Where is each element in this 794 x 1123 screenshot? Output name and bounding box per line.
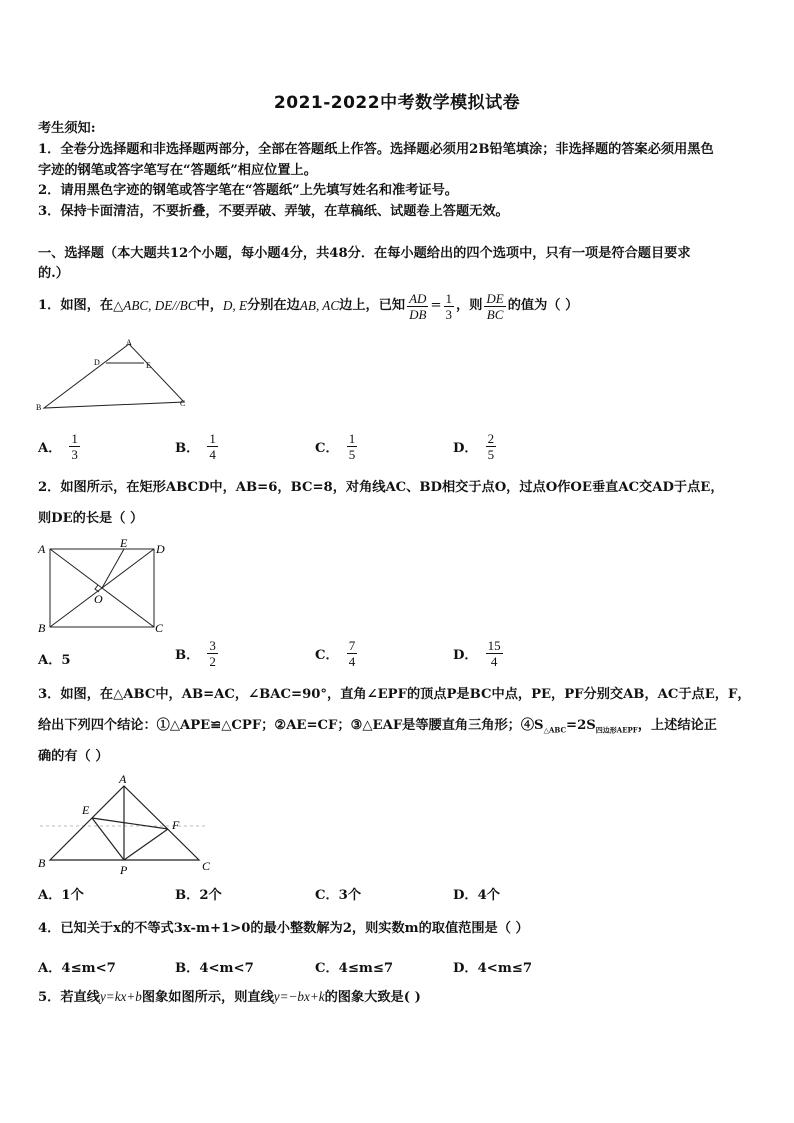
question-3-line3: 确的有（ ） <box>38 749 109 764</box>
q2-option-c[interactable]: C． $\frac{7}{4}$ <box>315 638 356 669</box>
q1-option-b[interactable]: B． $\frac{1}{4}$ <box>175 431 216 462</box>
q3-option-c[interactable]: C．3个 <box>315 888 362 903</box>
section-header-line2: 的.） <box>38 266 69 281</box>
q1-mid2: 分别在边 <box>247 298 300 313</box>
q1-post: 的值为（ ） <box>507 298 579 313</box>
notice-heading: 考生须知: <box>38 121 96 136</box>
q2-option-b[interactable]: B． $\frac{3}{2}$ <box>175 638 216 669</box>
question-4-stem: 4．已知关于x的不等式3x-m+1>0的最小整数解为2，则实数m的取值范围是（ ） <box>38 921 529 936</box>
notice-item-1a: 1．全卷分选择题和非选择题两部分，全部在答题纸上作答。选择题必须用2B铅笔填涂；非选择题的答案必须用黑色 <box>38 142 714 157</box>
q3-option-b[interactable]: B．2个 <box>175 888 222 903</box>
q1-label-e: E <box>146 361 151 370</box>
q1-equals: = <box>430 298 442 313</box>
question-3-line1: 3．如图，在△ABC中，AB=AC，∠BAC=90°，直角∠EPF的顶点P是BC中点，PE，PF分别交AB，AC于点E，F， <box>38 687 751 702</box>
q3-label-c: C <box>202 859 211 873</box>
q2-label-b: B <box>38 621 46 635</box>
q1-option-a[interactable]: A． $\frac{1}{3}$ <box>38 431 78 462</box>
q4-option-a[interactable]: A．4≤m<7 <box>38 961 116 976</box>
q4-option-c[interactable]: C．4≤m≤7 <box>315 961 394 976</box>
q2-label-e: E <box>120 536 128 550</box>
q3-triangle-figure <box>34 772 214 878</box>
q1-fraction-de-bc: $\frac{DE}{BC}$ <box>486 290 504 322</box>
q2-rectangle-figure <box>34 536 174 640</box>
q1-points: D, E <box>222 298 248 313</box>
q2-label-o: O <box>94 592 103 606</box>
q2-option-a[interactable]: A．5 <box>38 653 71 668</box>
q4-option-b[interactable]: B．4<m<7 <box>175 961 254 976</box>
notice-item-3: 3．保持卡面清洁，不要折叠，不要弄破、弄皱，在草稿纸、试题卷上答题无效。 <box>38 204 509 219</box>
q1-label-a: A <box>126 338 132 347</box>
q2-label-a: A <box>38 542 46 556</box>
section-header-line1: 一、选择题（本大题共12个小题，每小题4分，共48分．在每小题给出的四个选项中，只有一项是符合题目要求 <box>38 246 691 261</box>
q1-fraction-one-third: $\frac{1}{3}$ <box>445 290 453 322</box>
page-title: 2021-2022中考数学模拟试卷 <box>273 93 521 113</box>
q1-triangle-figure <box>34 336 194 416</box>
q1-mid3: 边上，已知 <box>339 298 406 313</box>
q1-mid4: ，则 <box>456 298 483 313</box>
q3-label-f: F <box>172 818 180 832</box>
q1-label-b: B <box>36 403 42 412</box>
q1-mid1: 中， <box>196 298 223 313</box>
q3-label-p: P <box>120 863 128 877</box>
question-2-line2: 则DE的长是（ ） <box>38 511 144 526</box>
q1-sides: AB, AC <box>299 298 340 313</box>
q3-label-e: E <box>82 803 90 817</box>
q1-condition: △ABC, DE//BC <box>113 298 197 313</box>
question-2-line1: 2．如图所示，在矩形ABCD中，AB=6，BC=8，对角线AC、BD相交于点O，过点O作OE垂直AC交AD于点E， <box>38 480 724 495</box>
question-1-stem <box>38 288 578 324</box>
q1-pre: 1．如图，在 <box>38 298 114 313</box>
q1-label-c: C <box>180 399 186 408</box>
q4-option-d[interactable]: D．4<m≤7 <box>453 961 533 976</box>
q2-option-d[interactable]: D． $\frac{15}{4}$ <box>453 638 501 669</box>
q1-option-d[interactable]: D． $\frac{2}{5}$ <box>453 431 495 462</box>
q3-label-a: A <box>119 772 127 786</box>
q3-label-b: B <box>38 856 46 870</box>
q3-option-a[interactable]: A．1个 <box>38 888 84 903</box>
q3-option-d[interactable]: D．4个 <box>453 888 500 903</box>
question-5-stem: 5．若直线y=kx+b图象如图所示，则直线y=−bx+k的图象大致是( ) <box>38 989 421 1005</box>
q2-label-c: C <box>155 621 164 635</box>
q1-label-d: D <box>94 358 100 367</box>
q2-label-d: D <box>156 542 165 556</box>
q5-equation-1: y=kx+b <box>99 989 142 1004</box>
notice-item-2: 2．请用黑色字迹的钢笔或答字笔在“答题纸”上先填写姓名和准考证号。 <box>38 183 458 198</box>
q1-option-c[interactable]: C． $\frac{1}{5}$ <box>315 431 356 462</box>
q5-equation-2: y=−bx+k <box>273 989 325 1004</box>
notice-item-1b: 字迹的钢笔或答字笔写在“答题纸”相应位置上。 <box>38 163 317 178</box>
question-3-line2: 给出下列四个结论：①△APE≌△CPF；②AE=CF；③△EAF是等腰直角三角形；$④S_{\triangle ABC}=2S_{四边形AEPF}$，上述结论正 <box>38 718 717 735</box>
q1-fraction-ad-db: $\frac{AD}{DB}$ <box>409 290 427 322</box>
